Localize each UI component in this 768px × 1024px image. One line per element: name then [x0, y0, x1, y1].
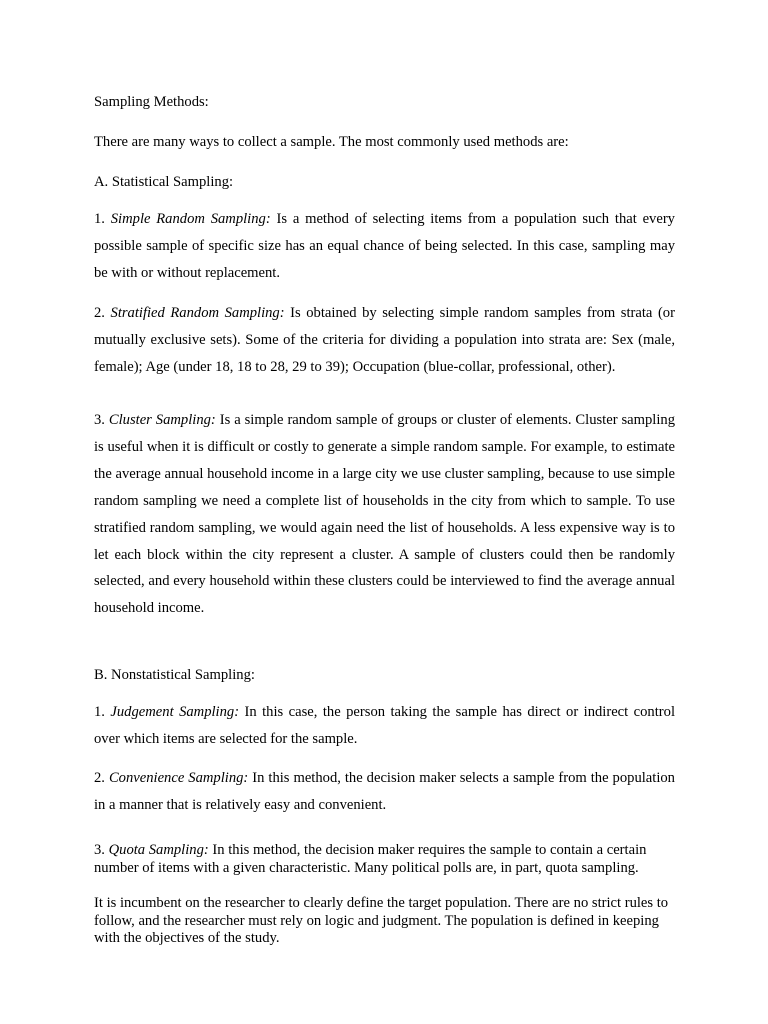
- method-cluster-sampling: [94, 407, 675, 622]
- method-term: Cluster Sampling:: [108, 412, 216, 428]
- section-a-title: A. Statistical Sampling:: [94, 174, 234, 190]
- document-heading: Sampling Methods:: [94, 94, 209, 110]
- method-description: Is a method of selecting items from a population such that every possible sample of specific size has an equal chance of being selected. In this case, sampling may be with or without replacement.: [94, 211, 675, 281]
- method-description: In this method, the decision maker selects a sample from the population in a manner that is relatively easy and convenient.: [94, 770, 675, 813]
- method-convenience-sampling: [94, 765, 675, 819]
- method-quota-sampling: [94, 842, 675, 877]
- method-term: Stratified Random Sampling:: [110, 305, 285, 321]
- method-description: In this case, the person taking the sample has direct or indirect control over which items are selected for the sample.: [94, 704, 675, 747]
- method-term: Convenience Sampling:: [108, 770, 249, 786]
- method-number: 3.: [94, 412, 105, 428]
- method-term: Judgement Sampling:: [110, 704, 240, 720]
- method-description: Is obtained by selecting simple random samples from strata (or mutually exclusive sets). Some of the criteria for dividing a population into strata are: Sex (male, female); Age (under 18, 18 to 28, 29 to 39); Occupation (blue-collar, professional, other).: [94, 305, 675, 375]
- method-number: 2.: [94, 305, 105, 321]
- section-b-title: B. Nonstatistical Sampling:: [94, 667, 255, 683]
- method-number: 2.: [94, 770, 105, 786]
- method-judgement-sampling: [94, 699, 675, 753]
- method-stratified-random-sampling: [94, 300, 675, 381]
- method-number: 1.: [94, 211, 105, 227]
- method-description: Is a simple random sample of groups or cluster of elements. Cluster sampling is useful when it is difficult or costly to generate a simple random sample. For example, to estimate the average annual household income in a large city we use cluster sampling, because to use simple random sampling we need a complete list of households in the city from which to sample. To use stratified random sampling, we would again need the list of households. A less expensive way is to let each block within the city represent a cluster. A sample of clusters could then be randomly selected, and every household within these clusters could be interviewed to find the average annual household income.: [94, 412, 675, 617]
- method-number: 3.: [94, 842, 105, 858]
- intro-paragraph: There are many ways to collect a sample. The most commonly used methods are:: [94, 134, 569, 150]
- method-term: Simple Random Sampling:: [110, 211, 271, 227]
- method-number: 1.: [94, 704, 105, 720]
- method-simple-random-sampling: [94, 206, 675, 287]
- closing-paragraph: It is incumbent on the researcher to clearly define the target population. There are no strict rules to follow, and the researcher must rely on logic and judgment. The population is defined in keeping with the objectives of the study.: [94, 895, 669, 947]
- method-description: In this method, the decision maker requires the sample to contain a certain number of items with a given characteristic. Many political polls are, in part, quota sampling.: [94, 842, 647, 876]
- method-term: Quota Sampling:: [108, 842, 209, 858]
